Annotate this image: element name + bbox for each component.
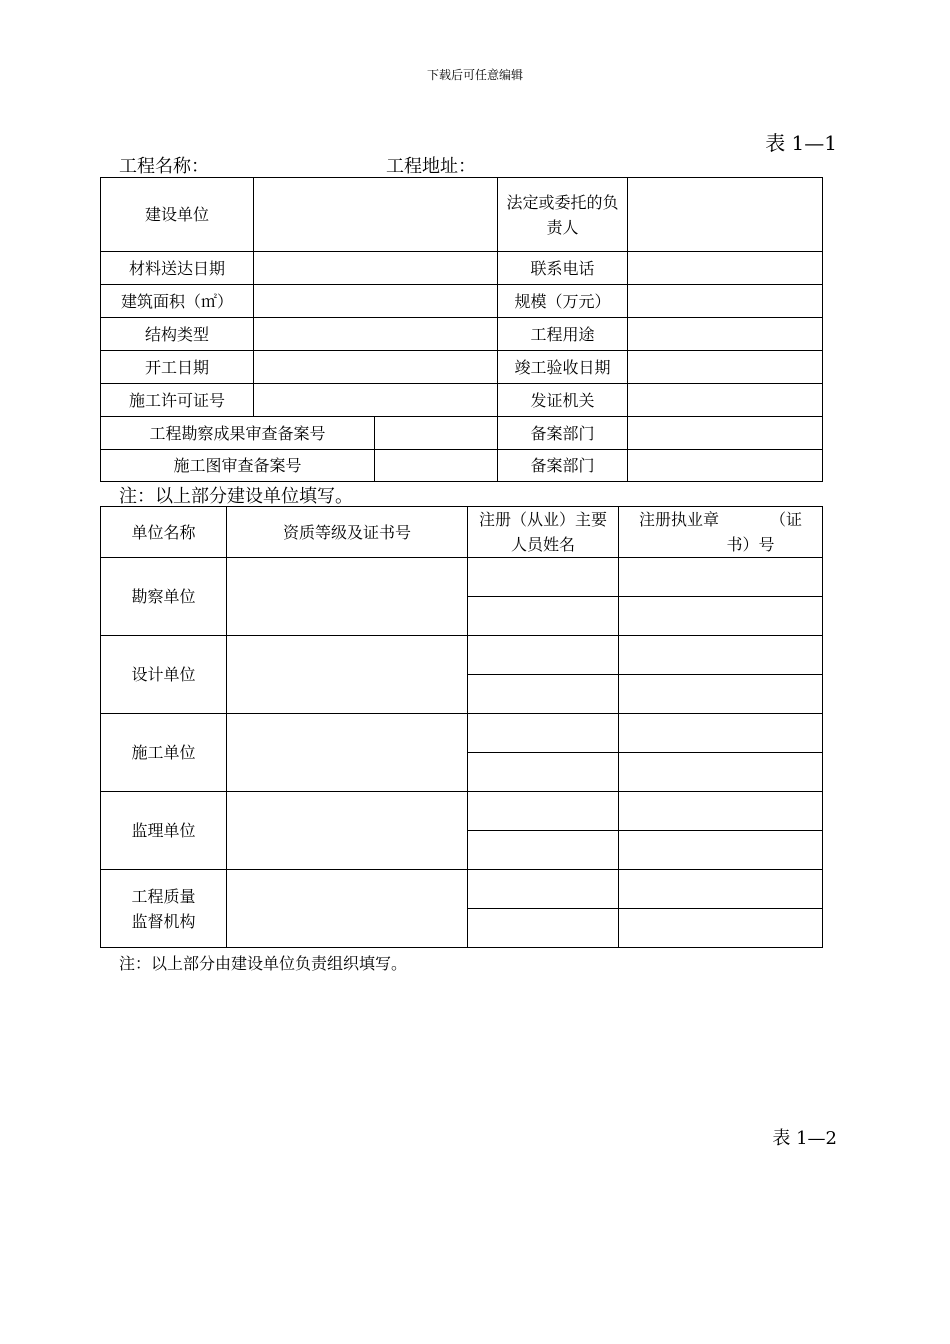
field-record-dept-2[interactable] — [628, 450, 823, 482]
field-survey-personnel-2[interactable] — [468, 597, 619, 636]
field-material-date[interactable] — [254, 252, 498, 285]
field-construction-unit[interactable] — [254, 178, 498, 252]
label-scale: 规模（万元） — [498, 285, 628, 318]
label-design-unit: 设计单位 — [101, 636, 227, 714]
label-drawing-record-number: 施工图审查备案号 — [101, 450, 375, 482]
label-supervision-unit: 监理单位 — [101, 792, 227, 870]
field-usage[interactable] — [628, 318, 823, 351]
label-acceptance-date: 竣工验收日期 — [498, 351, 628, 384]
field-start-date[interactable] — [254, 351, 498, 384]
field-design-personnel-2[interactable] — [468, 675, 619, 714]
label-record-dept-2: 备案部门 — [498, 450, 628, 482]
project-info-table — [100, 177, 823, 482]
field-record-dept-1[interactable] — [628, 417, 823, 450]
table-number-1: 表 1—1 — [765, 131, 837, 155]
field-construction-seal-2[interactable] — [619, 753, 823, 792]
field-quality-personnel-1[interactable] — [468, 870, 619, 909]
label-construction-unit: 建设单位 — [101, 178, 254, 252]
field-design-seal-2[interactable] — [619, 675, 823, 714]
field-construction-personnel-2[interactable] — [468, 753, 619, 792]
field-supervision-seal-2[interactable] — [619, 831, 823, 870]
field-legal-representative[interactable] — [628, 178, 823, 252]
header-unit-name: 单位名称 — [101, 507, 227, 558]
field-survey-qualification[interactable] — [227, 558, 468, 636]
label-contact-phone: 联系电话 — [498, 252, 628, 285]
header-key-personnel: 注册（从业）主要人员姓名 — [468, 507, 619, 558]
label-structure-type: 结构类型 — [101, 318, 254, 351]
project-name-label: 工程名称： — [119, 156, 209, 177]
field-acceptance-date[interactable] — [628, 351, 823, 384]
field-survey-personnel-1[interactable] — [468, 558, 619, 597]
field-building-area[interactable] — [254, 285, 498, 318]
label-permit-number: 施工许可证号 — [101, 384, 254, 417]
field-contact-phone[interactable] — [628, 252, 823, 285]
label-start-date: 开工日期 — [101, 351, 254, 384]
field-quality-qualification[interactable] — [227, 870, 468, 948]
field-quality-seal-1[interactable] — [619, 870, 823, 909]
field-design-qualification[interactable] — [227, 636, 468, 714]
label-material-date: 材料送达日期 — [101, 252, 254, 285]
field-design-personnel-1[interactable] — [468, 636, 619, 675]
note-organized-fill: 注：以上部分由建设单位负责组织填写。 — [119, 954, 408, 973]
field-drawing-record-number[interactable] — [375, 450, 498, 482]
field-supervision-personnel-1[interactable] — [468, 792, 619, 831]
field-survey-record-number[interactable] — [375, 417, 498, 450]
field-survey-seal-1[interactable] — [619, 558, 823, 597]
field-structure-type[interactable] — [254, 318, 498, 351]
page-header-note: 下载后可任意编辑 — [426, 68, 523, 82]
label-issuing-authority: 发证机关 — [498, 384, 628, 417]
field-supervision-seal-1[interactable] — [619, 792, 823, 831]
project-address-label: 工程地址： — [386, 156, 476, 177]
header-qualification: 资质等级及证书号 — [227, 507, 468, 558]
label-record-dept-1: 备案部门 — [498, 417, 628, 450]
label-survey-record-number: 工程勘察成果审查备案号 — [101, 417, 375, 450]
label-usage: 工程用途 — [498, 318, 628, 351]
field-survey-seal-2[interactable] — [619, 597, 823, 636]
field-supervision-qualification[interactable] — [227, 792, 468, 870]
label-construction-company: 施工单位 — [101, 714, 227, 792]
field-scale[interactable] — [628, 285, 823, 318]
field-construction-personnel-1[interactable] — [468, 714, 619, 753]
field-supervision-personnel-2[interactable] — [468, 831, 619, 870]
table-number-2: 表 1—2 — [772, 1128, 837, 1149]
field-quality-personnel-2[interactable] — [468, 909, 619, 948]
field-permit-number[interactable] — [254, 384, 498, 417]
field-design-seal-1[interactable] — [619, 636, 823, 675]
participant-units-table — [100, 506, 823, 948]
note-construction-unit-fill: 注：以上部分建设单位填写。 — [119, 486, 353, 507]
header-seal-number: 注册执业章 （证 书）号 — [619, 507, 823, 558]
label-survey-unit: 勘察单位 — [101, 558, 227, 636]
label-quality-supervision-agency: 工程质量 监督机构 — [101, 870, 227, 948]
field-issuing-authority[interactable] — [628, 384, 823, 417]
label-legal-representative: 法定或委托的负责人 — [498, 178, 628, 252]
field-quality-seal-2[interactable] — [619, 909, 823, 948]
field-construction-qualification[interactable] — [227, 714, 468, 792]
field-construction-seal-1[interactable] — [619, 714, 823, 753]
label-building-area: 建筑面积（㎡） — [101, 285, 254, 318]
